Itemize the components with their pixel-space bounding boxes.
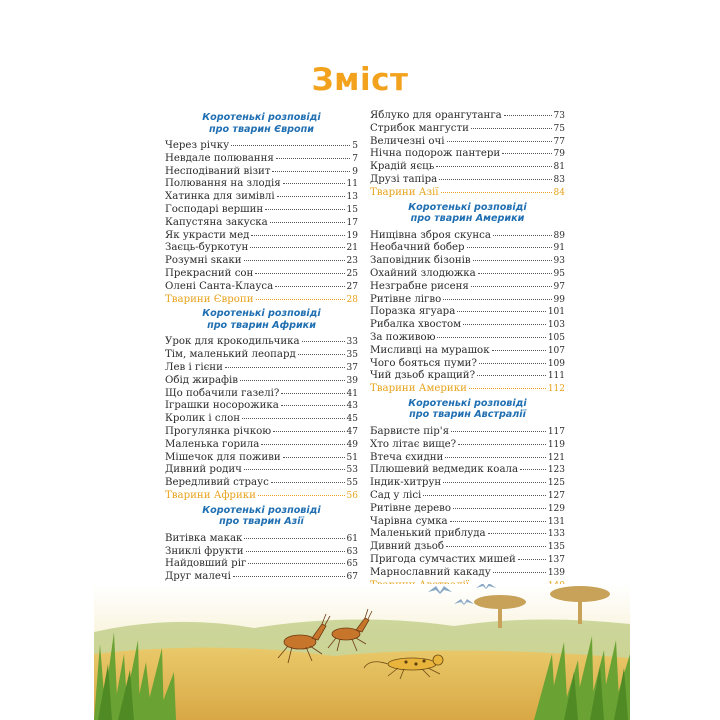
dot-leader: [443, 482, 546, 483]
section-heading-line: Коротенькі розповіді: [202, 504, 321, 516]
toc-right-column: [370, 110, 565, 592]
entry-title: Лев і гієни: [165, 361, 223, 373]
entry-title: Чого бояться пуми?: [370, 357, 477, 369]
section-heading: [370, 202, 565, 225]
section-heading-line: Коротенькі розповіді: [202, 112, 321, 123]
entry-title: Тварини Європи: [165, 293, 254, 305]
page-number: 125: [547, 478, 565, 489]
toc-entry[interactable]: [165, 178, 358, 191]
entry-title: Чарівна сумка: [370, 515, 448, 527]
entry-title: Тварини Африки: [165, 489, 256, 501]
page-title: Зміст: [311, 62, 409, 98]
toc-entry[interactable]: [165, 242, 358, 255]
entry-title: Марнославний какаду: [370, 566, 491, 578]
toc-entry[interactable]: [165, 217, 358, 230]
page-number: 127: [547, 490, 565, 501]
entry-title: Поразка ягуара: [370, 306, 456, 318]
page-number: 83: [553, 174, 565, 185]
page-number: 55: [346, 478, 358, 489]
page-number: 95: [553, 268, 565, 279]
dot-leader: [457, 311, 546, 312]
dot-leader: [283, 457, 345, 458]
entry-title: Господарі вершин: [165, 203, 264, 215]
toc-entry[interactable]: [165, 204, 358, 217]
section-heading: [165, 505, 358, 528]
toc-entry[interactable]: [165, 191, 358, 204]
entry-title: Мішечок для поживи: [165, 451, 281, 463]
page-number: 137: [547, 554, 565, 565]
toc-entry[interactable]: [165, 558, 358, 571]
toc-entry[interactable]: [370, 306, 565, 319]
toc-entry[interactable]: [165, 439, 358, 452]
dot-leader: [242, 418, 345, 419]
page-number: 61: [346, 533, 358, 544]
entry-title: Полювання на злодія: [165, 178, 281, 190]
page-number: 23: [346, 256, 358, 267]
dot-leader: [488, 533, 546, 534]
toc-entry[interactable]: [165, 426, 358, 439]
dot-leader: [441, 192, 552, 193]
toc-entry[interactable]: [165, 533, 358, 546]
page-number: 49: [346, 439, 358, 450]
page-number: 43: [346, 401, 358, 412]
entry-title: Пригода сумчастих мишей: [370, 553, 516, 565]
page-number: 21: [346, 243, 358, 254]
toc-entry[interactable]: [165, 268, 358, 281]
page-number: 133: [547, 529, 565, 540]
entry-title: Іграшки носорожика: [165, 400, 279, 412]
dot-leader: [231, 145, 350, 146]
dot-leader: [493, 235, 552, 236]
page-number: 107: [547, 345, 565, 356]
toc-entry[interactable]: [165, 400, 358, 413]
toc-entry[interactable]: [370, 358, 565, 371]
page-number: 63: [346, 546, 358, 557]
entry-title: Незграбне рисеня: [370, 280, 469, 292]
page-number: 84: [553, 187, 565, 198]
page-number: 39: [346, 375, 358, 386]
entry-title: Розумні ѕкаки: [165, 255, 242, 267]
section-heading: [165, 112, 358, 135]
dot-leader: [492, 350, 546, 351]
entry-title: Необачний бобер: [370, 242, 465, 254]
savanna-illustration: [94, 584, 630, 720]
entry-title: Ритівне дерево: [370, 502, 452, 514]
page-number: 112: [547, 384, 565, 395]
entry-title: Індик-хитрун: [370, 477, 442, 489]
entry-title: Друзі тапіра: [370, 173, 438, 185]
entry-title: Чий дзьоб кращий?: [370, 370, 476, 382]
entry-title: Друг малечі: [165, 571, 231, 583]
toc-gallery-entry[interactable]: [165, 490, 358, 503]
toc-entry[interactable]: [165, 336, 358, 349]
dot-leader: [453, 508, 546, 509]
toc-entry[interactable]: [165, 140, 358, 153]
dot-leader: [276, 158, 350, 159]
dot-leader: [518, 559, 546, 560]
entry-title: Втеча єхидни: [370, 451, 444, 463]
toc-entry[interactable]: [370, 370, 565, 383]
toc-entry[interactable]: [165, 464, 358, 477]
toc-entry[interactable]: [370, 452, 565, 465]
dot-leader: [451, 431, 546, 432]
page-number: 81: [553, 162, 565, 173]
page-number: 37: [346, 362, 358, 373]
entry-title: Нічна подорож пантери: [370, 148, 501, 160]
toc-entry[interactable]: [370, 281, 565, 294]
dot-leader: [271, 482, 345, 483]
page-number: 135: [547, 542, 565, 553]
page-number: 123: [547, 465, 565, 476]
entry-title: Величезні очі: [370, 135, 445, 147]
page-number: 35: [346, 350, 358, 361]
page-number: 11: [346, 179, 358, 190]
toc-entry[interactable]: [370, 345, 565, 358]
page-number: 101: [547, 307, 565, 318]
entry-title: Через річку: [165, 140, 230, 151]
toc-entry[interactable]: [370, 268, 565, 281]
dot-leader: [437, 337, 545, 338]
dot-leader: [477, 375, 546, 376]
page-number: 65: [346, 559, 358, 570]
dot-leader: [450, 521, 546, 522]
entry-title: Зниклі фрукти: [165, 545, 244, 557]
dot-leader: [233, 576, 345, 577]
page-number: 131: [547, 516, 565, 527]
dot-leader: [458, 444, 546, 445]
entry-title: Заповідник бізонів: [370, 255, 471, 267]
dot-leader: [281, 393, 344, 394]
entry-title: Яблуко для орангутанга: [370, 110, 502, 121]
page-number: 9: [352, 166, 358, 177]
toc-entry[interactable]: [370, 426, 565, 439]
page-number: 28: [346, 294, 358, 305]
page-number: 89: [553, 230, 565, 241]
dot-leader: [443, 299, 551, 300]
dot-leader: [251, 235, 344, 236]
entry-title: Як украсти мед: [165, 229, 250, 241]
dot-leader: [471, 286, 552, 287]
dot-leader: [261, 444, 344, 445]
toc-entry[interactable]: [370, 230, 565, 243]
toc-entry[interactable]: [370, 174, 565, 187]
toc-entry[interactable]: [165, 452, 358, 465]
page-number: 91: [553, 243, 565, 254]
entry-title: Хатинка для зимівлі: [165, 191, 275, 203]
entry-title: Рибалка хвостом: [370, 319, 462, 331]
entry-title: Барвисте пір'я: [370, 425, 450, 437]
dot-leader: [273, 431, 344, 432]
dot-leader: [277, 196, 345, 197]
dot-leader: [520, 469, 546, 470]
entry-title: Що побачили газелі?: [165, 387, 280, 399]
entry-title: Плюшевий ведмедик коала: [370, 464, 519, 476]
toc-entry[interactable]: [370, 541, 565, 554]
toc-gallery-entry[interactable]: [370, 383, 565, 396]
toc-entry[interactable]: [165, 362, 358, 375]
dot-leader: [244, 469, 345, 470]
page-number: 119: [547, 439, 565, 450]
dot-leader: [255, 273, 344, 274]
toc-entry[interactable]: [165, 546, 358, 559]
toc-entry[interactable]: [370, 123, 565, 136]
entry-title: Кролик і слон: [165, 413, 241, 425]
toc-entry[interactable]: [370, 110, 565, 123]
page-number: 73: [553, 111, 565, 121]
entry-title: Охайний злодюжка: [370, 267, 476, 279]
entry-title: Капустяна закуска: [165, 216, 268, 228]
entry-title: Маленька горила: [165, 438, 260, 450]
toc-entry[interactable]: [165, 571, 358, 584]
section-heading-line: Коротенькі розповіді: [408, 397, 527, 409]
dot-leader: [473, 260, 552, 261]
dot-leader: [436, 166, 551, 167]
toc-entry[interactable]: [165, 349, 358, 362]
entry-title: Крадій яєць: [370, 161, 435, 173]
toc-entry[interactable]: [370, 439, 565, 452]
dot-leader: [272, 171, 350, 172]
section-heading-line: Коротенькі розповіді: [408, 201, 527, 213]
entry-title: Нищівна зброя скунса: [370, 229, 491, 241]
dot-leader: [478, 273, 552, 274]
entry-title: Дивний родич: [165, 464, 242, 476]
page-number: 7: [352, 153, 358, 164]
entry-title: Сад у лісі: [370, 489, 422, 501]
page-number: 129: [547, 503, 565, 514]
toc-entry[interactable]: [165, 166, 358, 179]
page-number: 97: [553, 281, 565, 292]
dot-leader: [240, 380, 345, 381]
page-number: 93: [553, 256, 565, 267]
section-heading-line: про тварин Австралії: [409, 409, 526, 421]
page-number: 17: [346, 217, 358, 228]
section-heading-line: про тварин Азії: [219, 516, 304, 528]
page-number: 103: [547, 320, 565, 331]
entry-title: Ритівне лігво: [370, 293, 442, 305]
dot-leader: [467, 247, 552, 248]
toc-entry[interactable]: [165, 413, 358, 426]
toc-entry[interactable]: [370, 332, 565, 345]
page-number: 47: [346, 426, 358, 437]
page-number: 111: [547, 371, 565, 382]
entry-title: Витівка макак: [165, 532, 243, 544]
section-heading-line: про тварин Європи: [208, 123, 314, 135]
entry-title: Олені Санта-Клауса: [165, 280, 274, 292]
page-number: 75: [553, 123, 565, 134]
page-number: 27: [346, 281, 358, 292]
dot-leader: [469, 388, 546, 389]
entry-title: Найдовший ріг: [165, 558, 247, 570]
page-number: 56: [346, 490, 358, 501]
entry-title: За поживою: [370, 331, 436, 343]
toc-entry[interactable]: [165, 230, 358, 243]
toc-entry[interactable]: [370, 294, 565, 307]
dot-leader: [479, 363, 546, 364]
entry-title: Невдале полювання: [165, 152, 274, 164]
dot-leader: [423, 495, 546, 496]
page-number: 25: [346, 268, 358, 279]
page-number: 45: [346, 414, 358, 425]
section-heading-line: про тварин Африки: [207, 319, 316, 331]
entry-title: Обід жирафів: [165, 374, 238, 386]
page-number: 41: [346, 388, 358, 399]
entry-title: Мисливці на мурашок: [370, 344, 490, 356]
toc-entry[interactable]: [370, 148, 565, 161]
dot-leader: [446, 546, 546, 547]
toc-left-column: [165, 110, 358, 610]
toc-gallery-entry[interactable]: [370, 187, 565, 200]
section-heading-line: Коротенькі розповіді: [202, 308, 321, 320]
dot-leader: [504, 115, 552, 116]
section-heading: [165, 308, 358, 331]
entry-title: Тварини Америки: [370, 383, 467, 395]
toc-entry[interactable]: [165, 281, 358, 294]
dot-leader: [502, 153, 551, 154]
entry-title: Прогулянка річкою: [165, 425, 272, 437]
page-number: 121: [547, 452, 565, 463]
page-number: 15: [346, 204, 358, 215]
dot-leader: [463, 324, 546, 325]
dot-leader: [258, 495, 345, 496]
dot-leader: [248, 563, 344, 564]
toc-entry[interactable]: [370, 528, 565, 541]
entry-title: Тім, маленький леопард: [165, 349, 296, 361]
page-number: 139: [547, 567, 565, 578]
dot-leader: [246, 551, 345, 552]
section-heading: [370, 398, 565, 421]
page-number: 19: [346, 230, 358, 241]
entry-title: Несподіваний візит: [165, 165, 271, 177]
entry-title: Урок для крокодильчика: [165, 336, 300, 348]
dot-leader: [281, 405, 345, 406]
entry-title: Маленький приблуда: [370, 528, 486, 540]
toc-entry[interactable]: [370, 319, 565, 332]
dot-leader: [447, 141, 552, 142]
toc-entry[interactable]: [370, 255, 565, 268]
dot-leader: [270, 222, 345, 223]
dot-leader: [439, 179, 551, 180]
page-number: 109: [547, 358, 565, 369]
dot-leader: [256, 299, 345, 300]
toc-entry[interactable]: [165, 153, 358, 166]
entry-title: Заєць-буркотун: [165, 242, 249, 254]
toc-gallery-entry[interactable]: [165, 294, 358, 307]
dot-leader: [471, 128, 552, 129]
toc-entry[interactable]: [370, 242, 565, 255]
toc-entry[interactable]: [165, 255, 358, 268]
dot-leader: [493, 572, 546, 573]
page-number: 117: [547, 426, 565, 437]
page-number: 77: [553, 136, 565, 147]
page-number: 5: [352, 141, 358, 151]
dot-leader: [283, 183, 345, 184]
toc-entry[interactable]: [370, 161, 565, 174]
dot-leader: [445, 457, 546, 458]
toc-entry[interactable]: [370, 136, 565, 149]
page-number: 79: [553, 149, 565, 160]
dot-leader: [265, 209, 344, 210]
toc-entry[interactable]: [370, 490, 565, 503]
toc-entry[interactable]: [370, 477, 565, 490]
dot-leader: [225, 367, 345, 368]
page-number: 33: [346, 337, 358, 348]
dot-leader: [298, 354, 345, 355]
toc-entry[interactable]: [370, 567, 565, 580]
dot-leader: [275, 286, 344, 287]
page-number: 99: [553, 294, 565, 305]
toc-entry[interactable]: [370, 503, 565, 516]
entry-title: Хто літає вище?: [370, 438, 457, 450]
toc-entry[interactable]: [165, 375, 358, 388]
dot-leader: [244, 538, 344, 539]
entry-title: Прекрасний сон: [165, 267, 254, 279]
toc-entry[interactable]: [370, 554, 565, 567]
section-heading-line: про тварин Америки: [410, 213, 525, 225]
toc-entry[interactable]: [370, 464, 565, 477]
page-number: 53: [346, 465, 358, 476]
toc-entry[interactable]: [165, 477, 358, 490]
entry-title: Вередливий страус: [165, 477, 269, 489]
toc-entry[interactable]: [370, 516, 565, 529]
dot-leader: [244, 260, 345, 261]
page-number: 105: [547, 332, 565, 343]
dot-leader: [250, 247, 344, 248]
toc-entry[interactable]: [165, 388, 358, 401]
entry-title: Дивний дзьоб: [370, 541, 445, 553]
page-number: 51: [346, 452, 358, 463]
dot-leader: [302, 341, 345, 342]
entry-title: Стрибок мангусти: [370, 122, 469, 134]
entry-title: Тварини Азії: [370, 186, 439, 198]
page-number: 67: [346, 572, 358, 583]
page-number: 13: [346, 192, 358, 203]
